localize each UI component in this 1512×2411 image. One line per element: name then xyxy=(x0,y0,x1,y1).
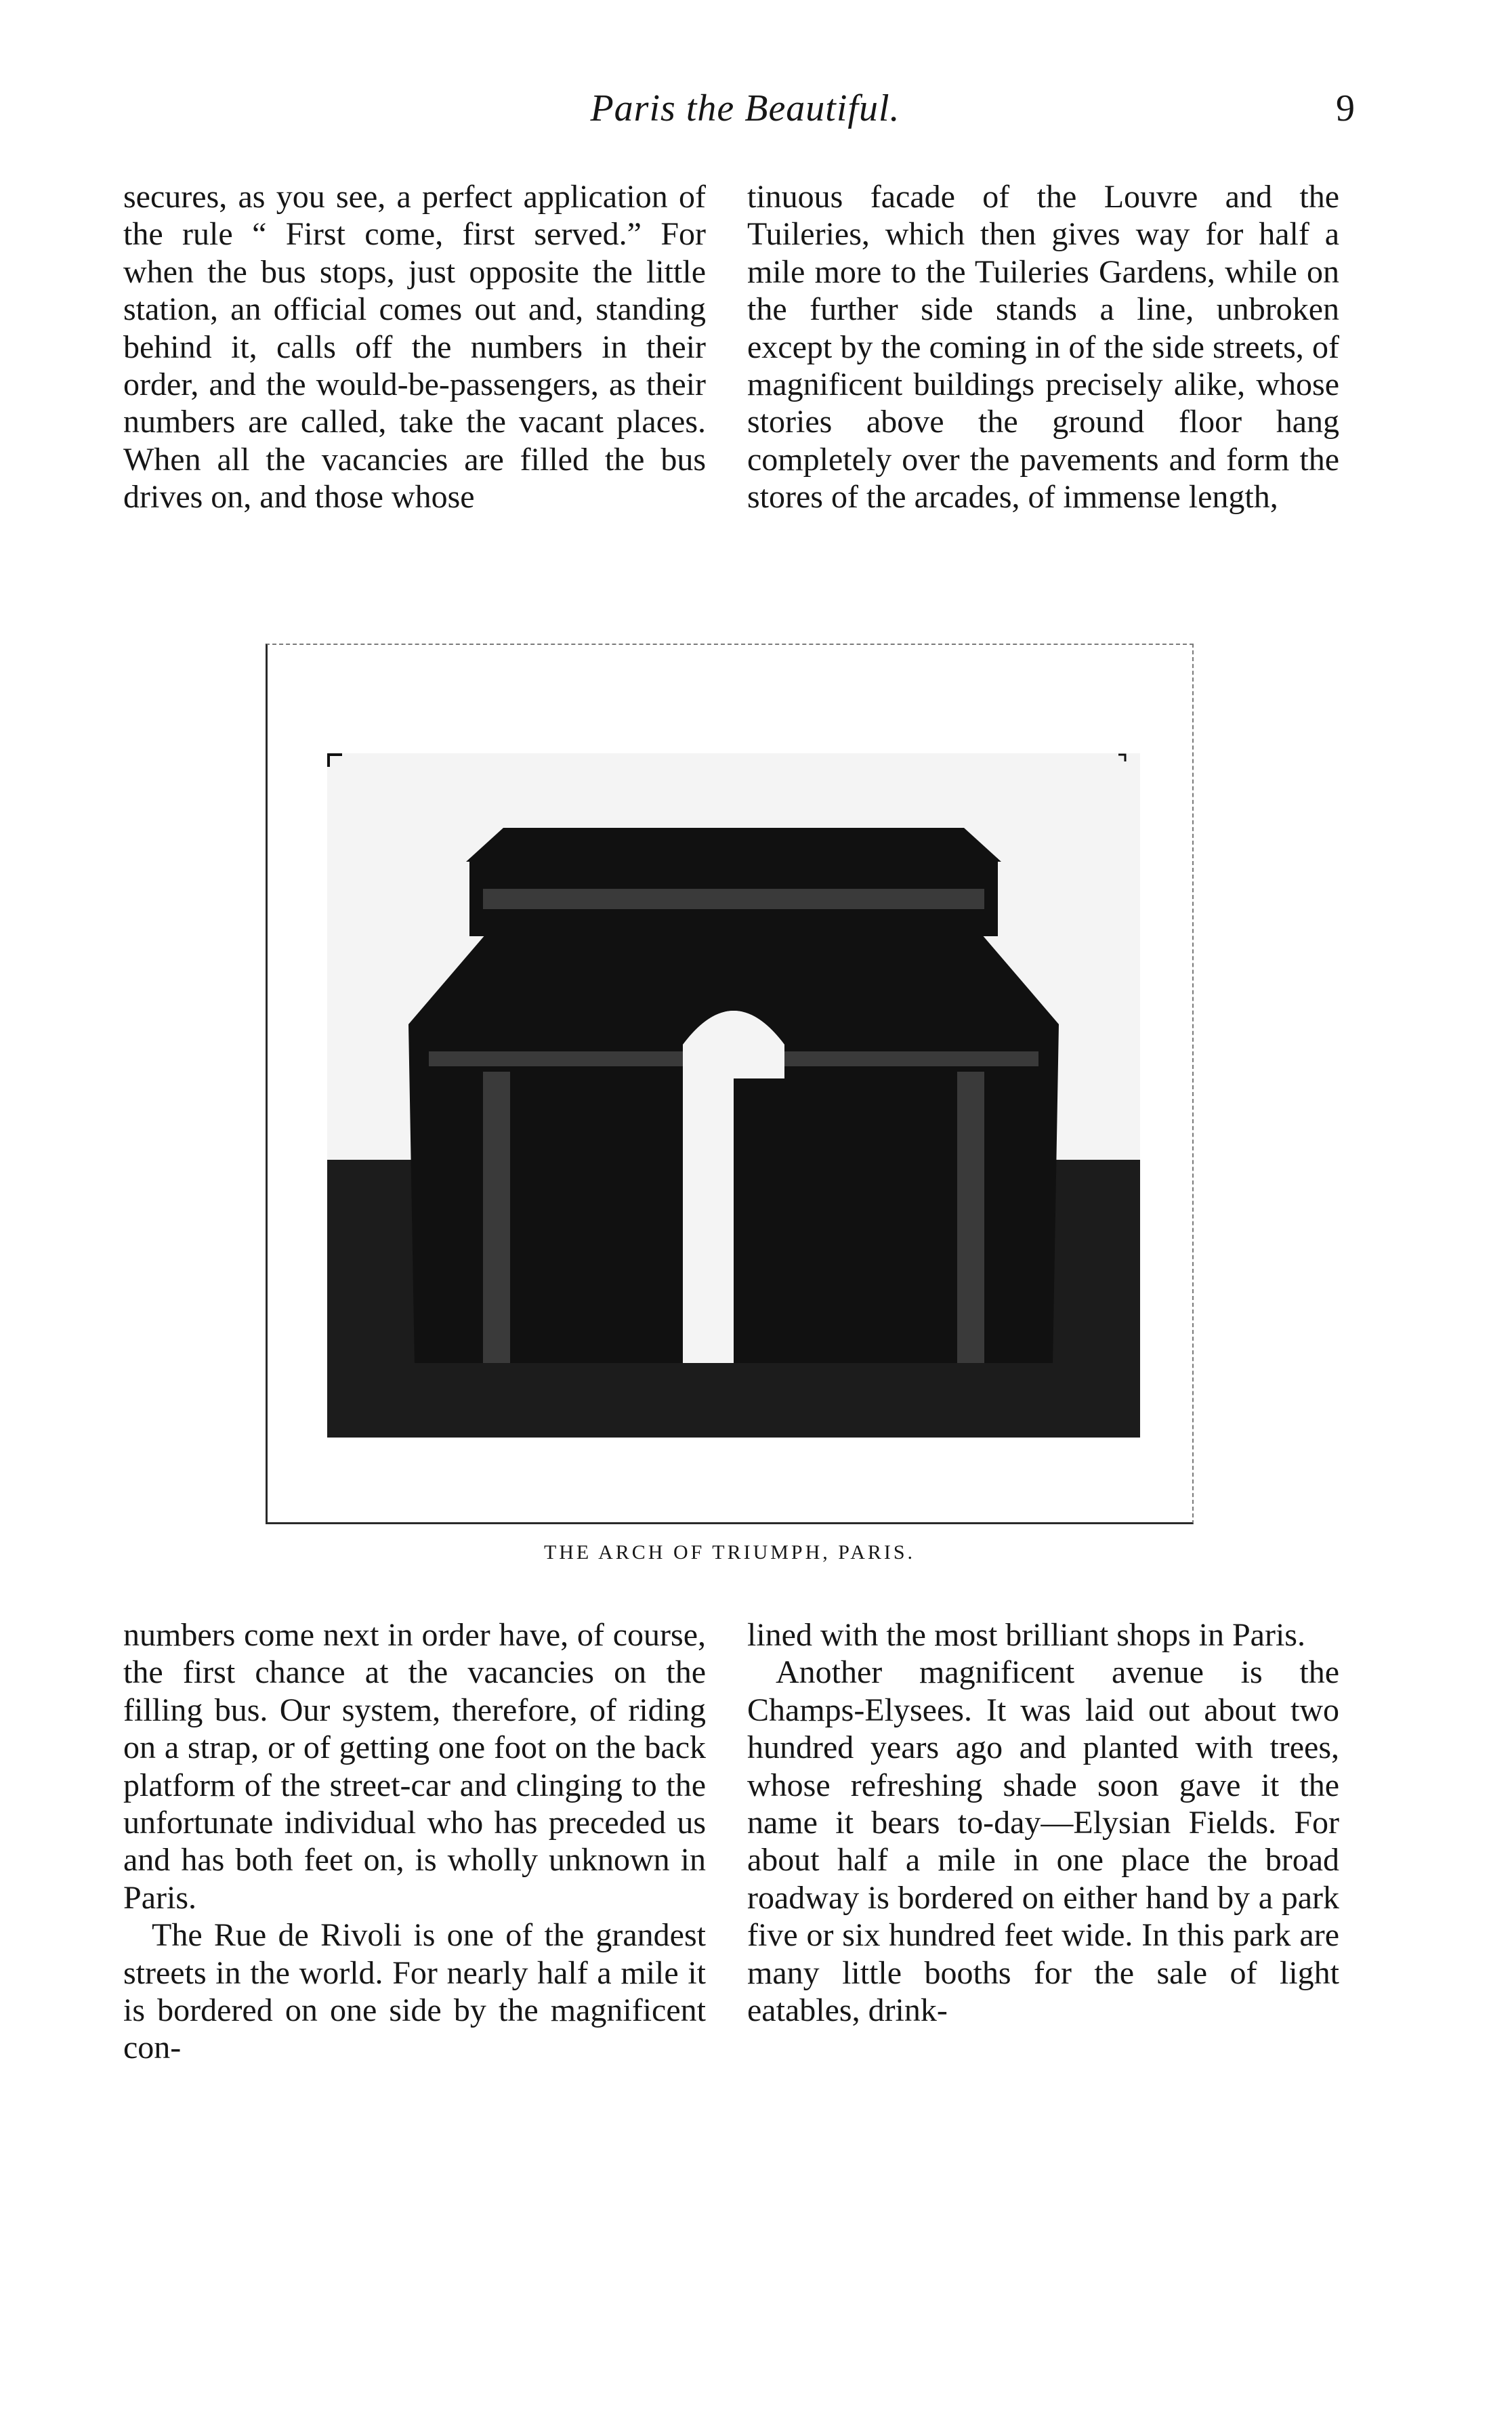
bottom-right-column xyxy=(747,1616,1339,2029)
arch-top xyxy=(466,828,1001,862)
figure-frame xyxy=(266,644,1194,1524)
top-left-column xyxy=(123,178,706,516)
pillar-detail xyxy=(483,1072,510,1390)
running-title: Paris the Beautiful. xyxy=(590,87,900,129)
frieze xyxy=(483,889,984,909)
ground xyxy=(327,1363,1140,1438)
top-right-column xyxy=(747,178,1339,516)
arch-of-triumph-photo xyxy=(327,753,1140,1438)
paragraph: lined with the most brilliant shops in Paris. xyxy=(747,1617,1305,1653)
paragraph: numbers come next in order have, of course, the first chance at the vacancies on the filling bus. Our system, therefore, of riding on a strap, or of getting one foot on the back platform of the street-car and clinging to the unfortunate individual who has preceded us and has both feet on, is wholly unknown in Paris. xyxy=(123,1617,706,1916)
running-head xyxy=(0,81,1512,135)
bottom-left-column xyxy=(123,1616,706,2067)
paragraph: secures, as you see, a perfect application of the rule “ First come, first served.” For when the bus stops, just opposite the little station, an official comes out and, standing behind it, calls off the numbers in their order, and the would-be-passengers, as their numbers are called, take the vacant places. When all the vacancies are filled the bus drives on, and those whose xyxy=(123,179,706,516)
pillar-detail xyxy=(957,1072,984,1390)
paragraph: tinuous facade of the Louvre and the Tuileries, which then gives way for half a mile more to the Tuileries Gardens, while on the further side stands a line, unbroken except by the coming in of the side streets, of magnificent buildings precisely alike, whose stories above the ground floor hang completely over the pavements and form the stores of the arcades, of immense length, xyxy=(747,179,1339,516)
figure-caption: THE ARCH OF TRIUMPH, PARIS. xyxy=(543,1541,916,1564)
page-number: 9 xyxy=(1336,87,1355,129)
paragraph: Another magnificent avenue is the Champs-Elysees. It was laid out about two hundred years ago and planted with trees, whose refreshing shade soon gave it the name it bears to-day—Elysian Fields. For about half a mile in one place the broad roadway is bordered on either hand by a park five or six hundred feet wide. In this park are many little booths for the sale of light eatables, drink- xyxy=(747,1654,1339,2029)
paragraph: The Rue de Rivoli is one of the grandest streets in the world. For nearly half a mile it is bordered on one side by the magnificent con- xyxy=(123,1917,706,2066)
arch-inner-shadow xyxy=(734,1078,784,1404)
